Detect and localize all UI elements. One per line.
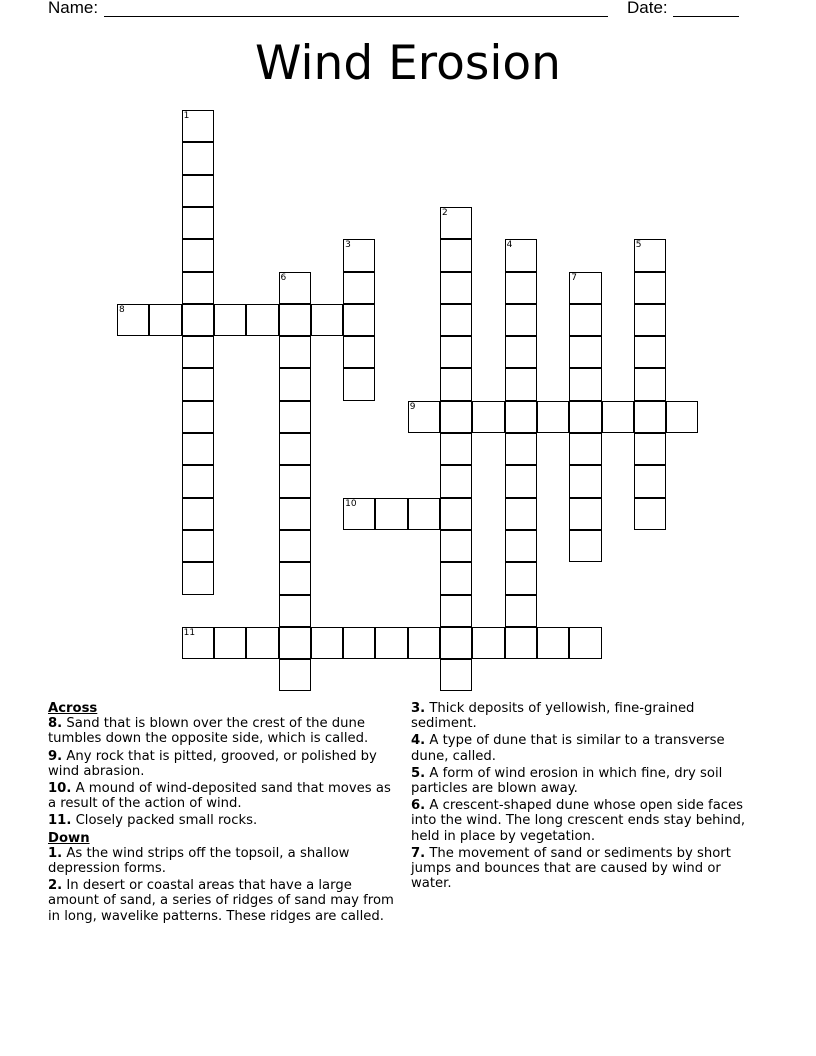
grid-cell[interactable] — [569, 336, 601, 368]
clue-number-1: 1 — [183, 111, 190, 121]
grid-cell[interactable] — [343, 304, 375, 336]
clue-text: A mound of wind-deposited sand that moves as a result of the action of wind. — [48, 781, 391, 812]
grid-cell[interactable] — [569, 498, 601, 530]
clue-text: In desert or coastal areas that have a large amount of sand, a series of ridges of sand may from in long, wavelike patterns. These ridges are called. — [48, 878, 394, 924]
grid-cell[interactable] — [505, 368, 537, 400]
clue-text: A form of wind erosion in which fine, dry soil particles are blown away. — [411, 765, 723, 797]
down-clue-3 — [411, 701, 756, 731]
grid-cell[interactable] — [182, 272, 214, 304]
grid-cell[interactable] — [182, 465, 214, 497]
clues-left-column — [48, 701, 398, 926]
name-label: Name: — [48, 0, 99, 17]
clue-number-10: 10 — [345, 498, 357, 509]
grid-cell[interactable] — [182, 433, 214, 465]
grid-cell[interactable] — [505, 595, 537, 627]
grid-cell[interactable] — [569, 304, 601, 336]
grid-cell[interactable] — [182, 401, 214, 433]
grid-cell[interactable] — [440, 659, 472, 691]
grid-cell[interactable] — [634, 433, 666, 465]
clue-number-3: 3 — [345, 240, 351, 251]
grid-cell[interactable] — [279, 336, 311, 368]
grid-cell[interactable] — [343, 336, 375, 368]
clue-number-4: 4 — [506, 240, 513, 251]
grid-cell[interactable] — [440, 272, 472, 304]
clues-right-column — [411, 701, 756, 893]
grid-cell[interactable] — [246, 304, 278, 336]
grid-cell[interactable] — [569, 530, 601, 562]
grid-cell[interactable] — [375, 627, 407, 659]
clue-number-7: 7 — [571, 272, 577, 283]
grid-cell[interactable] — [505, 304, 537, 336]
grid-cell[interactable] — [440, 627, 472, 659]
grid-cell[interactable] — [279, 401, 311, 433]
grid-cell[interactable] — [472, 627, 504, 659]
clue-number-9: 9 — [409, 401, 416, 412]
grid-cell[interactable] — [182, 336, 214, 368]
grid-cell[interactable] — [149, 304, 181, 336]
down-clue-2 — [48, 878, 398, 924]
grid-cell[interactable] — [602, 401, 634, 433]
clue-text: Sand that is blown over the crest of the dune tumbles down the opposite side, which is called. — [48, 716, 369, 747]
grid-cell[interactable] — [569, 368, 601, 400]
grid-cell[interactable] — [634, 498, 666, 530]
down-clue-7 — [411, 846, 756, 892]
grid-cell[interactable] — [505, 272, 537, 304]
grid-cell[interactable] — [472, 401, 504, 433]
clue-text: A type of dune that is similar to a transverse dune, called. — [411, 733, 725, 764]
grid-cell[interactable] — [246, 627, 278, 659]
grid-cell[interactable] — [279, 627, 311, 659]
date-label: Date: — [627, 0, 668, 17]
grid-cell[interactable] — [343, 368, 375, 400]
grid-cell[interactable] — [537, 627, 569, 659]
grid-cell[interactable] — [408, 627, 440, 659]
down-clue-list — [48, 846, 398, 924]
grid-cell[interactable] — [279, 368, 311, 400]
clue-text: Closely packed small rocks. — [71, 813, 258, 829]
across-heading: Across — [48, 701, 98, 716]
grid-cell[interactable] — [440, 336, 472, 368]
grid-cell[interactable] — [182, 368, 214, 400]
grid-cell[interactable] — [182, 498, 214, 530]
grid-cell[interactable] — [214, 627, 246, 659]
grid-cell[interactable] — [214, 304, 246, 336]
grid-cell[interactable] — [279, 433, 311, 465]
grid-cell[interactable] — [505, 336, 537, 368]
clue-number: 3. — [411, 701, 426, 716]
grid-cell[interactable] — [279, 304, 311, 336]
grid-cell[interactable] — [505, 465, 537, 497]
grid-cell[interactable] — [279, 498, 311, 530]
across-clue-10 — [48, 781, 398, 811]
grid-cell[interactable] — [343, 627, 375, 659]
clue-number-8: 8 — [119, 304, 125, 315]
clue-number-2: 2 — [442, 207, 448, 218]
grid-cell[interactable] — [634, 304, 666, 336]
grid-cell[interactable] — [440, 562, 472, 594]
grid-cell[interactable] — [634, 465, 666, 497]
clue-number: 5. — [411, 765, 426, 781]
grid-cell[interactable] — [634, 336, 666, 368]
grid-cell[interactable] — [279, 659, 311, 691]
grid-cell[interactable] — [505, 401, 537, 433]
clue-number: 9. — [48, 748, 63, 764]
down-clue-1 — [48, 846, 398, 876]
page-title: Wind Erosion — [255, 36, 561, 91]
grid-cell[interactable] — [343, 272, 375, 304]
grid-cell[interactable] — [505, 627, 537, 659]
grid-cell[interactable] — [182, 142, 214, 174]
clue-text: A crescent-shaped dune whose open side faces into the wind. The long crescent ends stay behind, held in place by vegetation. — [411, 798, 746, 844]
grid-cell[interactable] — [279, 465, 311, 497]
grid-cell[interactable] — [505, 498, 537, 530]
clue-number: 8. — [48, 716, 63, 732]
grid-cell[interactable] — [569, 401, 601, 433]
grid-cell[interactable] — [182, 207, 214, 239]
clue-number-5: 5 — [635, 240, 642, 251]
clue-number: 10. — [48, 781, 72, 797]
grid-cell[interactable] — [279, 595, 311, 627]
across-clue-9 — [48, 749, 398, 779]
grid-cell[interactable] — [634, 368, 666, 400]
clue-number-6: 6 — [280, 272, 287, 283]
grid-cell[interactable] — [279, 530, 311, 562]
grid-cell[interactable] — [182, 239, 214, 271]
grid-cell[interactable] — [569, 433, 601, 465]
grid-cell[interactable] — [440, 530, 472, 562]
clue-number: 4. — [411, 733, 426, 749]
grid-cell[interactable] — [569, 627, 601, 659]
clue-text: Any rock that is pitted, grooved, or polished by wind abrasion. — [48, 748, 377, 779]
down-heading: Down — [48, 830, 90, 846]
grid-cell[interactable] — [182, 530, 214, 562]
grid-cell[interactable] — [182, 175, 214, 207]
clue-text: As the wind strips off the topsoil, a shallow depression forms. — [48, 845, 350, 877]
clue-number: 7. — [411, 845, 426, 861]
across-clue-8 — [48, 716, 398, 746]
grid-cell[interactable] — [569, 465, 601, 497]
across-clue-11 — [48, 813, 398, 828]
grid-cell[interactable] — [311, 304, 343, 336]
grid-cell[interactable] — [279, 562, 311, 594]
grid-cell[interactable] — [440, 368, 472, 400]
clue-number: 6. — [411, 798, 426, 814]
clue-number: 11. — [48, 813, 72, 829]
grid-cell[interactable] — [505, 530, 537, 562]
grid-cell[interactable] — [440, 465, 472, 497]
clue-text: The movement of sand or sediments by short jumps and bounces that are caused by wind or water. — [411, 845, 731, 892]
grid-cell[interactable] — [311, 627, 343, 659]
grid-cell[interactable] — [634, 272, 666, 304]
grid-cell[interactable] — [440, 595, 472, 627]
grid-cell[interactable] — [440, 401, 472, 433]
down-clue-5 — [411, 766, 756, 796]
grid-cell[interactable] — [182, 562, 214, 594]
down-clue-6 — [411, 798, 756, 844]
clue-text: Thick deposits of yellowish, fine-grained sediment. — [411, 701, 695, 732]
grid-cell[interactable] — [505, 433, 537, 465]
down-clue-4 — [411, 733, 756, 763]
clue-number: 2. — [48, 878, 63, 894]
down-clue-list-continued — [411, 701, 756, 891]
grid-cell[interactable] — [182, 304, 214, 336]
grid-cell[interactable] — [440, 433, 472, 465]
grid-cell[interactable] — [505, 562, 537, 594]
grid-cell[interactable] — [440, 498, 472, 530]
clue-number-11: 11 — [183, 627, 196, 638]
grid-cell[interactable] — [440, 304, 472, 336]
grid-cell[interactable] — [375, 498, 407, 530]
grid-cell[interactable] — [408, 498, 440, 530]
grid-cell[interactable] — [666, 401, 698, 433]
grid-cell[interactable] — [440, 239, 472, 271]
grid-cell[interactable] — [634, 401, 666, 433]
across-clue-list — [48, 716, 398, 828]
grid-cell[interactable] — [537, 401, 569, 433]
clue-number: 1. — [48, 845, 63, 861]
